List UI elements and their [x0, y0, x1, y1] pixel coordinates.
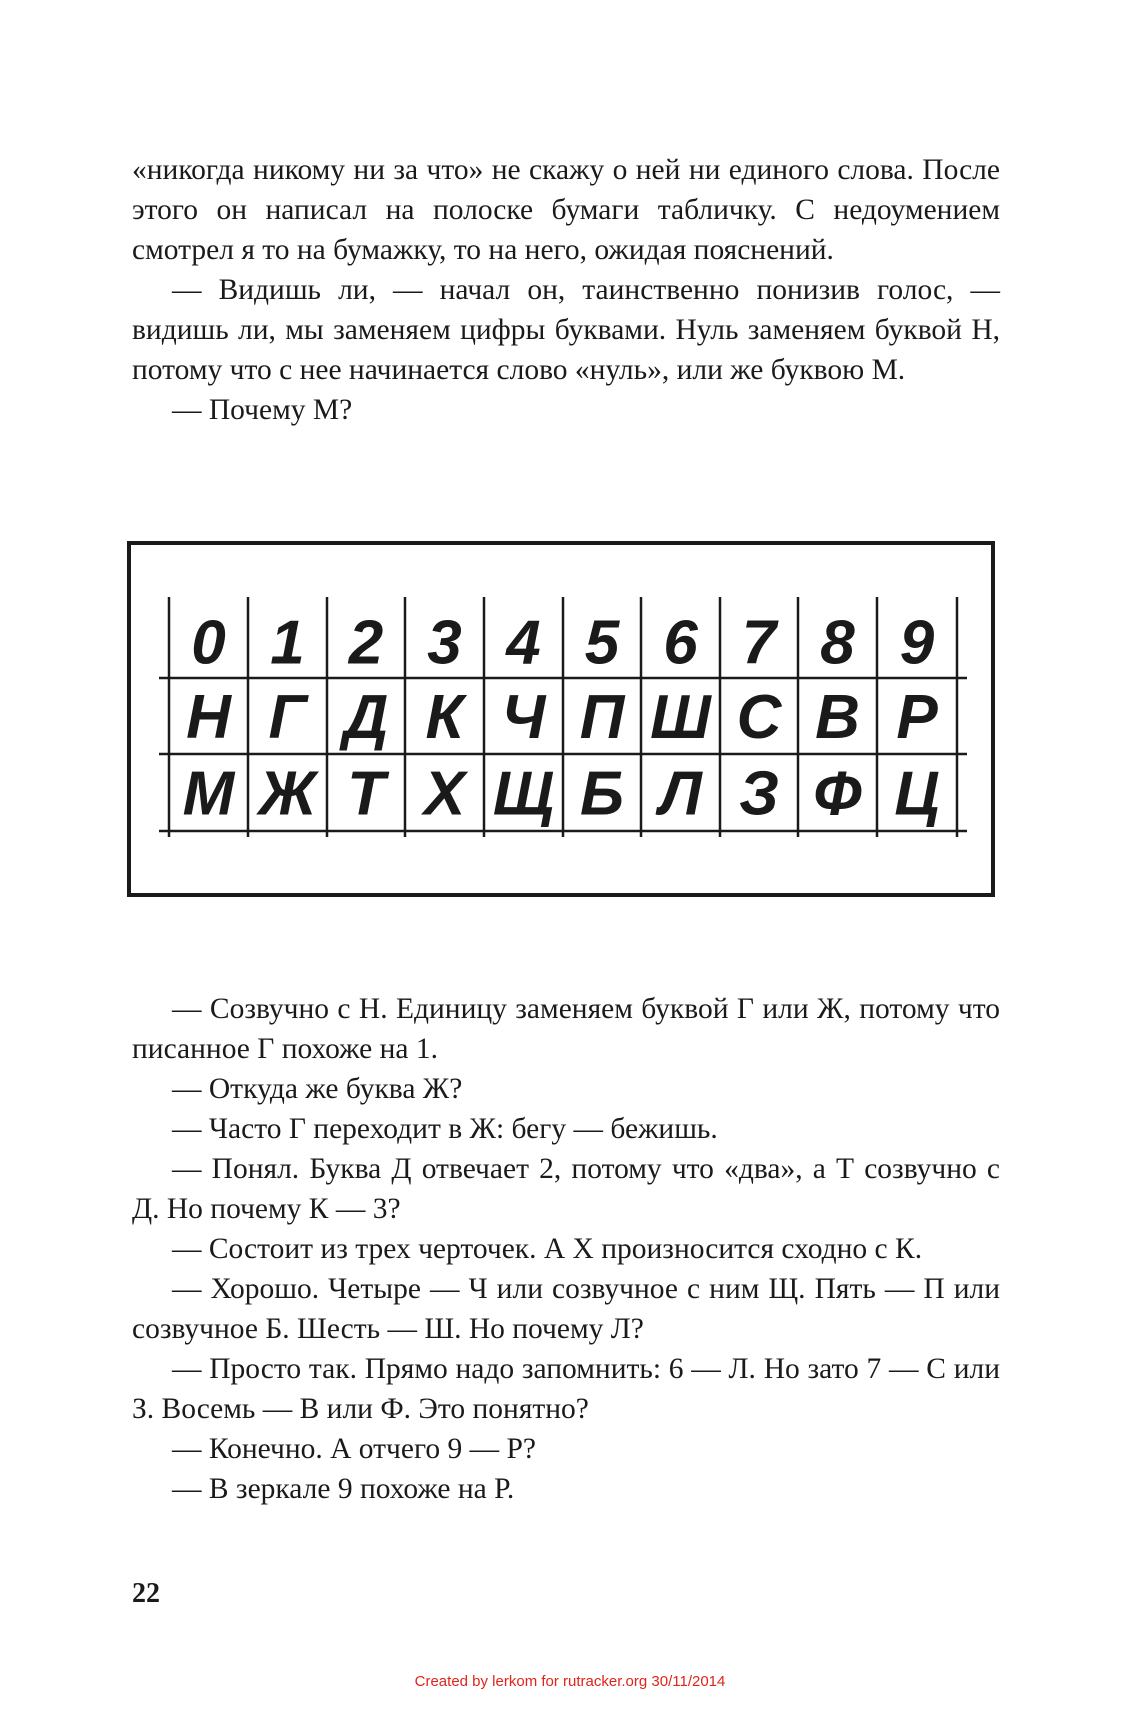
letter-cell-primary: Р: [896, 683, 938, 752]
letter-cell-secondary: Ц: [894, 759, 940, 829]
digit-cell: 5: [584, 608, 620, 678]
letter-cell-secondary: М: [182, 759, 235, 829]
digit-cell: 0: [191, 608, 226, 678]
letter-cell-primary: П: [579, 683, 625, 752]
bottom-text-block: [132, 989, 1000, 1509]
paragraph: «никогда никому ни за что» не скажу о ней ни единого слова. После этого он написал на полоске бумаги табличку. С недоумением смотрел я то на бумажку, то на него, ожидая пояснений.: [132, 154, 1000, 266]
digit-cell: 1: [270, 608, 305, 678]
letter-cell-primary: Г: [268, 683, 307, 752]
paragraph: — Почему М?: [172, 394, 353, 426]
paragraph: — Откуда же буква Ж?: [172, 1073, 463, 1105]
letter-cell-secondary: Т: [347, 759, 385, 829]
paragraph: — Созвучно с Н. Единицу заменяем буквой Г или Ж, потому что писанное Г похоже на 1.: [132, 993, 1000, 1065]
letter-cell-secondary: Х: [423, 759, 466, 829]
paragraph: — Часто Г переходит в Ж: бегу — бежишь.: [172, 1113, 718, 1145]
digit-cell: 2: [348, 608, 384, 678]
letter-cell-primary: Д: [343, 683, 389, 752]
letter-cell-secondary: Щ: [492, 759, 555, 829]
digit-cell: 8: [820, 608, 855, 678]
letter-cell-primary: К: [425, 683, 464, 752]
top-text-block: [132, 150, 1000, 430]
paragraph: — Просто так. Прямо надо запомнить: 6 — Л. Но зато 7 — С или З. Восемь — В или Ф. Это понятно?: [132, 1353, 1000, 1425]
letter-cell-secondary: Ж: [258, 759, 317, 829]
letter-cell-primary: Ч: [501, 683, 546, 752]
letter-cell-secondary: Б: [580, 759, 624, 829]
letter-cell-secondary: Ф: [813, 759, 862, 829]
paragraph: — Конечно. А отчего 9 — Р?: [172, 1433, 536, 1465]
digit-cell: 4: [506, 608, 541, 678]
digit-cell: 9: [899, 608, 935, 678]
code-table-grid: [131, 545, 991, 893]
paragraph: — Хорошо. Четыре — Ч или созвучное с ним Щ. Пять — П или созвучное Б. Шесть — Ш. Но почему Л?: [132, 1273, 1000, 1345]
paragraph: — Видишь ли, — начал он, таинственно понизив голос, — видишь ли, мы заменяем цифры буквами. Нуль заменяем буквой Н, потому что с нее начинается слово «нуль», или же буквою М.: [132, 274, 1000, 386]
letter-cell-primary: С: [736, 683, 782, 752]
letter-cell-primary: Н: [186, 683, 231, 752]
letter-cell-primary: В: [815, 683, 860, 752]
digit-cell: 3: [427, 608, 462, 678]
digit-cell: 7: [741, 608, 777, 678]
digit-cell: 6: [663, 608, 698, 678]
letter-cell-secondary: З: [739, 759, 779, 829]
paragraph: — Состоит из трех черточек. А Х произносится сходно с К.: [172, 1233, 923, 1265]
paragraph: — В зеркале 9 похоже на Р.: [172, 1473, 515, 1505]
digit-letter-code-table: [127, 541, 995, 897]
letter-cell-secondary: Л: [659, 759, 702, 829]
page-number: 22: [132, 1578, 160, 1609]
paragraph: — Понял. Буква Д отвечает 2, потому что «два», а Т созвучно с Д. Но почему К — 3?: [132, 1153, 1000, 1225]
letter-cell-primary: Ш: [650, 683, 711, 752]
credit-line: Created by lerkom for rutracker.org 30/11/2014: [414, 1673, 726, 1690]
